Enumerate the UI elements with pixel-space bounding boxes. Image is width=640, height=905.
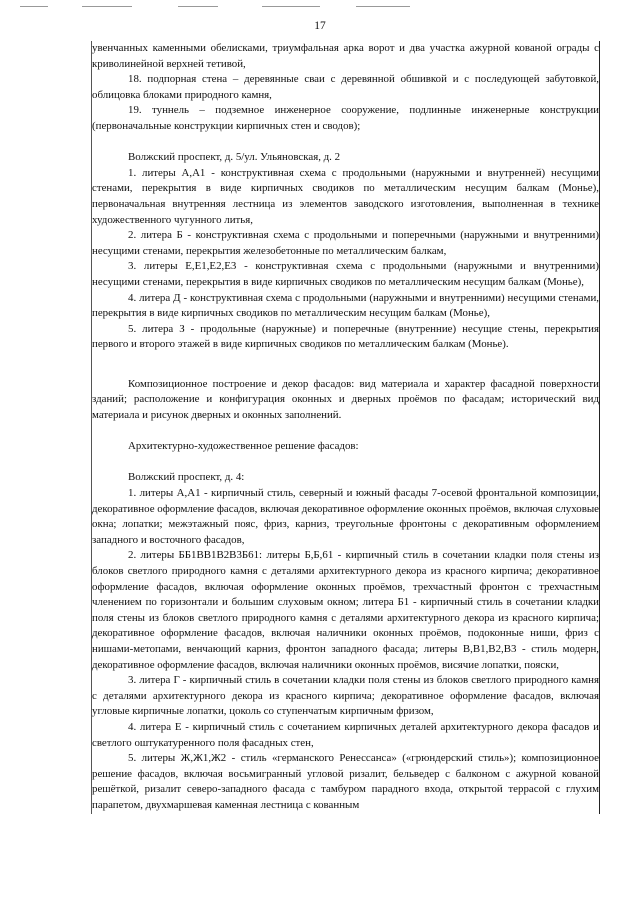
facade-item-3: 3. литера Г - кирпичный стиль в сочетании кладки поля стены из блоков светлого природного камня с деталями архитектурного декора из красного кирпича; декоративное оформление фасадов, включая угловые кирпичные лопатки, цоколь со ступенчатым кирпичным фризом, bbox=[92, 674, 599, 718]
facade-item-2: 2. литеры ББ1ВВ1В2В3Б61: литеры Б,Б,61 - кирпичный стиль в сочетании кладки поля стены из блоков светлого природного камня с деталями архитектурного декора из красного кирпича; декоративное оформление фасадов, включая оформление оконных проёмов, трехчастный фронтон с трехчастным членением по горизонтали и большим слуховым окном; литера Б1 - кирпичный стиль в сочетании кладки поля стены из блоков светлого природного камня с деталями архитектурного декора из красного кирпича; декоративное оформление фасадов, включая наличники оконных проёмов, подоконные ниши, фриз с нишами-метопами, венчающий карниз, фронтон западного фасада; литеры В,В1,В2,В3 - стиль модерн, декоративное оформление фасадов, включая наличники оконных проёмов, висячие лопатки, пояски, bbox=[92, 549, 599, 671]
section-heading-facades: Архитектурно-художественное решение фасадов: bbox=[128, 440, 359, 453]
facade-item-5: 5. литеры Ж,Ж1,Ж2 - стиль «германского Ренессанса» («грюндерский стиль»); композиционное решение фасадов, включая восьмигранный угловой ризалит, бельведер с балконом с ажурной кованой решёткой, ризалит северо-западного фасада с тамбуром парадного входа, открытой террасой с глухим парапетом, двухмаршевая каменная лестница с кованным bbox=[92, 752, 599, 811]
list-item-18: 18. подпорная стена – деревянные сваи с деревянной обшивкой и с последующей забутовкой, облицовка блоками природного камня, bbox=[92, 73, 599, 101]
header-rule-4 bbox=[262, 6, 320, 7]
composition-paragraph: Композиционное построение и декор фасадов: вид материала и характер фасадной поверхности зданий; расположение и конфигурация оконных и дверных проёмов по фасадам; исторический вид материала и рисунок дверных и оконных заполнений. bbox=[92, 377, 599, 422]
section-address-volzhsky-5: Волжский проспект, д. 5/ул. Ульяновская, д. 2 bbox=[128, 151, 341, 164]
header-rule-1 bbox=[20, 6, 48, 7]
page-number: 17 bbox=[314, 20, 326, 32]
list-item-2-litera-b: 2. литера Б - конструктивная схема с продольными и поперечными (наружными и внутренними) несущими стенами, перекрытия железобетонные по металлическим балкам, bbox=[92, 229, 599, 257]
list-item-19: 19. туннель – подземное инженерное сооружение, подлинные инженерные конструкции (первоначальные конструкции кирпичных стен и сводов); bbox=[92, 104, 599, 132]
facade-item-1: 1. литеры А,А1 - кирпичный стиль, северный и южный фасады 7-осевой фронтальной композиции, декоративное оформление фасадов, включая декоративное оформление оконных проёмов, включая слуховые окна; лопатки; межэтажный пояс, фриз, карниз, треугольные фронтоны с декоративным оформлением западного и восточного фасадов, bbox=[92, 487, 599, 546]
section-address-volzhsky-4: Волжский проспект, д. 4: bbox=[128, 471, 245, 484]
header-rule-2 bbox=[82, 6, 132, 7]
header-rule-5 bbox=[356, 6, 410, 7]
list-item-4-litera-d: 4. литера Д - конструктивная схема с продольными (наружными и внутренними) несущими стенами, перекрытия в виде кирпичных сводиков по металлическим несущим балкам (Монье), bbox=[92, 291, 599, 320]
header-rule-3 bbox=[178, 6, 218, 7]
paragraph-continuation: увенчанных каменными обелисками, триумфальная арка ворот и два участка ажурной кованой ограды с криволинейной верхней тетивой, bbox=[92, 42, 599, 70]
list-item-3-litera-e: 3. литеры Е,Е1,Е2,Е3 - конструктивная схема с продольными (наружными и внутренними) несущими стенами, перекрытия в виде кирпичных сводиков по металлическим несущим балкам (Монье), bbox=[92, 260, 599, 288]
facade-item-4: 4. литера Е - кирпичный стиль с сочетанием кирпичных деталей архитектурного декора фасадов и светлого оштукатуренного поля фасадных стен, bbox=[92, 720, 599, 749]
list-item-5-litera-z: 5. литера З - продольные (наружные) и поперечные (внутренние) несущие стены, перекрытия первого и второго этажей в виде кирпичных сводиков по металлическим балкам (Монье). bbox=[92, 322, 599, 351]
document-body bbox=[91, 41, 600, 814]
list-item-1-litera-a: 1. литеры А,А1 - конструктивная схема с продольными (наружными и внутренней) несущими стенами, перекрытия в виде кирпичных сводиков по металлическим несущим балкам (Монье), первоначальная внутренняя лестница из элементов заводского изготовления, выполненная в технике художественного чугунного литья, bbox=[92, 166, 599, 226]
